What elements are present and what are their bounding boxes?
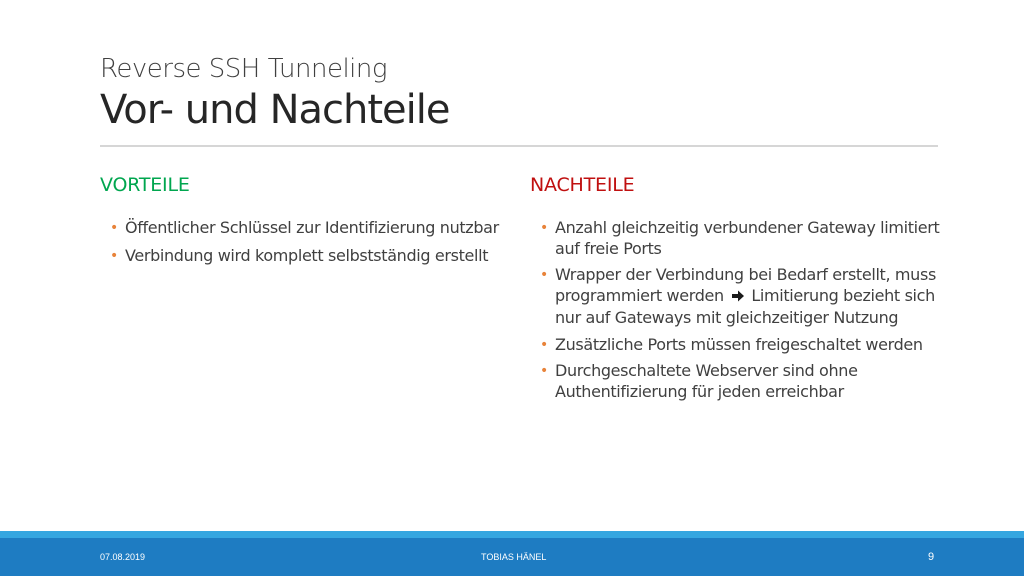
title-divider [100, 145, 938, 147]
footer-accent-bar [0, 531, 1024, 538]
footer-date: 07.08.2019 [100, 552, 146, 562]
list-item-text: Durchgeschaltete Webserver sind ohne Authentifizierung für jeden erreichbar [555, 361, 858, 401]
bullet-icon: • [110, 220, 118, 236]
bullet-icon: • [540, 267, 548, 283]
list-item [530, 335, 940, 356]
list-item-text-before: Wrapper der Verbindung bei Bedarf erstellt, muss programmiert werden [555, 265, 936, 305]
advantages-header: VORTEILE [100, 174, 190, 196]
list-item-text: Öffentlicher Schlüssel zur Identifizierung nutzbar [125, 218, 499, 237]
slide-subtitle: Reverse SSH Tunneling [100, 54, 387, 84]
list-item-text-after: Limitierung bezieht sich nur auf Gateways mit gleichzeitiger Nutzung [555, 285, 935, 327]
list-item-text: Verbindung wird komplett selbstständig erstellt [125, 245, 489, 265]
disadvantages-header: NACHTEILE [530, 174, 635, 196]
advantages-list [100, 218, 510, 266]
list-item [100, 246, 510, 267]
list-item-text: Anzahl gleichzeitig verbundener Gateway limitiert auf freie Ports [555, 218, 940, 258]
title-block [100, 52, 940, 134]
advantages-column [100, 172, 510, 273]
bullet-icon: • [540, 336, 548, 353]
footer-author: TOBIAS HÄNEL [481, 552, 547, 562]
list-item [100, 218, 510, 239]
list-item-text: Zusätzliche Ports müssen freigeschaltet werden [555, 334, 923, 354]
slide-title: Vor- und Nachteile [100, 87, 450, 133]
list-item [530, 265, 940, 329]
bullet-icon: • [540, 363, 548, 379]
arrow-right-icon [731, 288, 745, 309]
disadvantages-list [530, 218, 940, 402]
footer-bar [0, 538, 1024, 576]
page-number: 9 [928, 551, 935, 563]
bullet-icon: • [110, 247, 118, 264]
bullet-icon: • [540, 220, 548, 236]
disadvantages-column [530, 172, 940, 408]
list-item [530, 361, 940, 402]
list-item [530, 218, 940, 259]
